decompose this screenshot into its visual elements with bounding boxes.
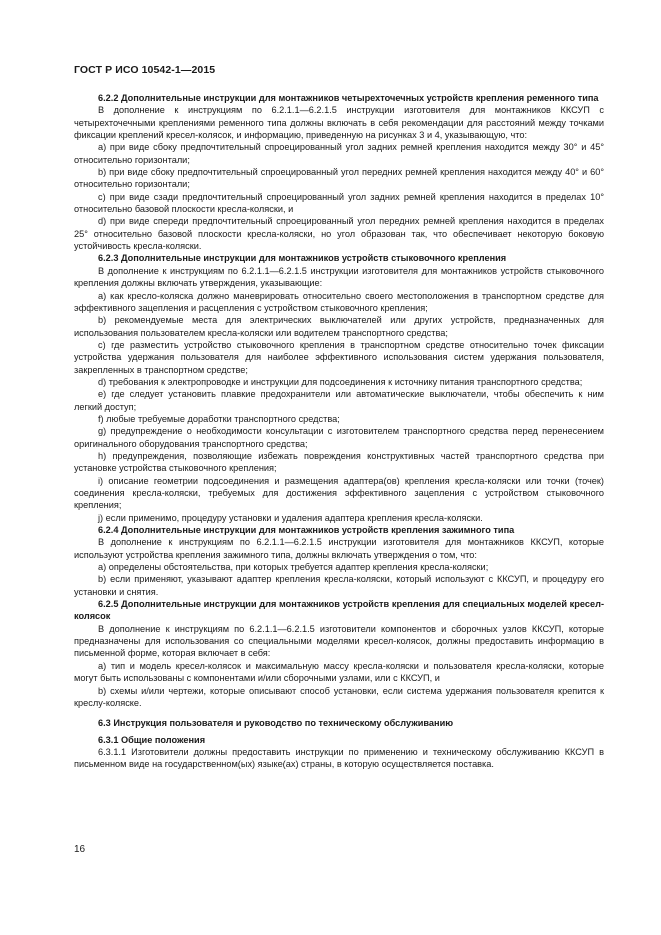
paragraph: c) при виде сзади предпочтительный спроецированный угол задних ремней крепления находится в пределах 10° относительно базовой плоскости кресла-коляски, и: [74, 191, 604, 215]
paragraph: В дополнение к инструкциям по 6.2.1.1—6.2.1.5 инструкции изготовителя для монтажников устройств стыковочного крепления должны включать утверждения, указывающие:: [74, 265, 604, 289]
paragraph: b) при виде сбоку предпочтительный спроецированный угол передних ремней крепления находится между 40° и 60° относительно горизонтали;: [74, 167, 604, 190]
paragraph: d) требования к электропроводке и инструкции для подсоединения к источнику питания транспортного средства;: [98, 376, 583, 387]
paragraph: c) где разместить устройство стыковочного крепления в транспортном средстве относительно точек фиксации устройства удержания пользователя для наиболее эффективного использования систем удержания пользователя, закрепленных в транспортном средстве;: [74, 339, 604, 375]
paragraph: b) если применяют, указывают адаптер крепления кресла-коляски, который используют с ККСУП, и процедуру его установки и снятия.: [74, 574, 604, 597]
paragraph: g) предупреждение о необходимости консультации с изготовителем транспортного средства перед перенесением оригинального оборудования транспортного средства;: [74, 426, 604, 449]
paragraph: j) если применимо, процедуру установки и удаления адаптера крепления кресла-коляски.: [98, 512, 483, 523]
page-number: 16: [74, 844, 86, 855]
section-heading: 6.2.4 Дополнительные инструкции для монтажников устройств крепления зажимного типа: [98, 525, 515, 536]
section-heading: 6.2.5 Дополнительные инструкции для монтажников устройств крепления для специальных моделей кресел-колясок: [74, 599, 604, 622]
paragraph: 6.3.1.1 Изготовители должны предоставить инструкции по применению и техническому обслуживанию ККСУП в письменном виде на государственном(ых) языке(ах) страны, в которую осуществляется поставка.: [74, 746, 604, 770]
paragraph: i) описание геометрии подсоединения и размещения адаптера(ов) крепления кресла-коляски или точки (точек) соединения кресла-коляски, требуемых для достижения эффективного зацепления с устройством стыковочного крепления;: [74, 475, 604, 511]
paragraph: a) при виде сбоку предпочтительный спроецированный угол задних ремней крепления находится между 30° и 45° относительно горизонтали;: [74, 142, 604, 165]
section-heading: 6.3.1 Общие положения: [98, 734, 206, 745]
paragraph: В дополнение к инструкциям по 6.2.1.1—6.2.1.5 инструкции изготовителя для монтажников ККСУП, которые используют устройства крепления зажимного типа, должны включать утверждения о том, что:: [74, 537, 604, 560]
paragraph: f) любые требуемые доработки транспортного средства;: [98, 413, 340, 424]
paragraph: В дополнение к инструкциям по 6.2.1.1—6.2.1.5 изготовители компонентов и сборочных узлов ККСУП, которые предназначены для использования со специальными моделями кресел-колясок, должны предоставить информацию в письменной форме, которая включает в себя:: [74, 623, 604, 659]
paragraph: a) как кресло-коляска должно маневрировать относительно своего местоположения в транспортном средстве для эффективного зацепления и расцепления с устройством стыковочного крепления;: [74, 290, 604, 313]
section-heading: 6.3 Инструкция пользователя и руководство по техническому обслуживанию: [98, 718, 454, 729]
paragraph: b) рекомендуемые места для электрических выключателей или других устройств, предназначенных для использования пользователем кресла-коляски или водителем транспортного средства;: [74, 315, 604, 338]
paragraph: h) предупреждения, позволяющие избежать повреждения конструктивных частей транспортного средства при установке устройства стыковочного крепления;: [74, 450, 604, 474]
paragraph: a) тип и модель кресел-колясок и максимальную массу кресла-коляски и пользователя кресла-коляски, которые могут быть использованы с компонентами и/или сборочными узлами, или с ККСУП, и: [74, 660, 604, 684]
section-heading: 6.2.2 Дополнительные инструкции для монтажников четырехточечных устройств крепления ременного типа: [98, 93, 599, 103]
paragraph: b) схемы и/или чертежи, которые описывают способ установки, если система удержания пользователя крепится к креслу-коляске.: [74, 685, 604, 708]
paragraph: e) где следует установить плавкие предохранители или автоматические выключатели, чтобы обеспечить к ним легкий доступ;: [74, 389, 604, 412]
paragraph: d) при виде спереди предпочтительный спроецированный угол передних ремней крепления находится в пределах 25° относительно базовой плоскости кресла-коляски, но угол образован так, что обеспечивает некоторую боковую устойчивость кресла-коляски.: [74, 216, 604, 252]
paragraph: a) определены обстоятельства, при которых требуется адаптер крепления кресла-коляски;: [98, 562, 489, 573]
section-heading: 6.2.3 Дополнительные инструкции для монтажников устройств стыковочного крепления: [98, 253, 507, 264]
document-body: [74, 92, 604, 771]
document-header: ГОСТ Р ИСО 10542-1—2015: [74, 64, 216, 76]
paragraph: В дополнение к инструкциям по 6.2.1.1—6.2.1.5 инструкции изготовителя для монтажников ККСУП с четырехточечными креплениями ременного типа должны включать в себя рекомендации для расстояний между точками фиксации креплений кресел-колясок, и информацию, приведенную на рисунках 3 и 4, указывающую, что:: [74, 105, 604, 141]
